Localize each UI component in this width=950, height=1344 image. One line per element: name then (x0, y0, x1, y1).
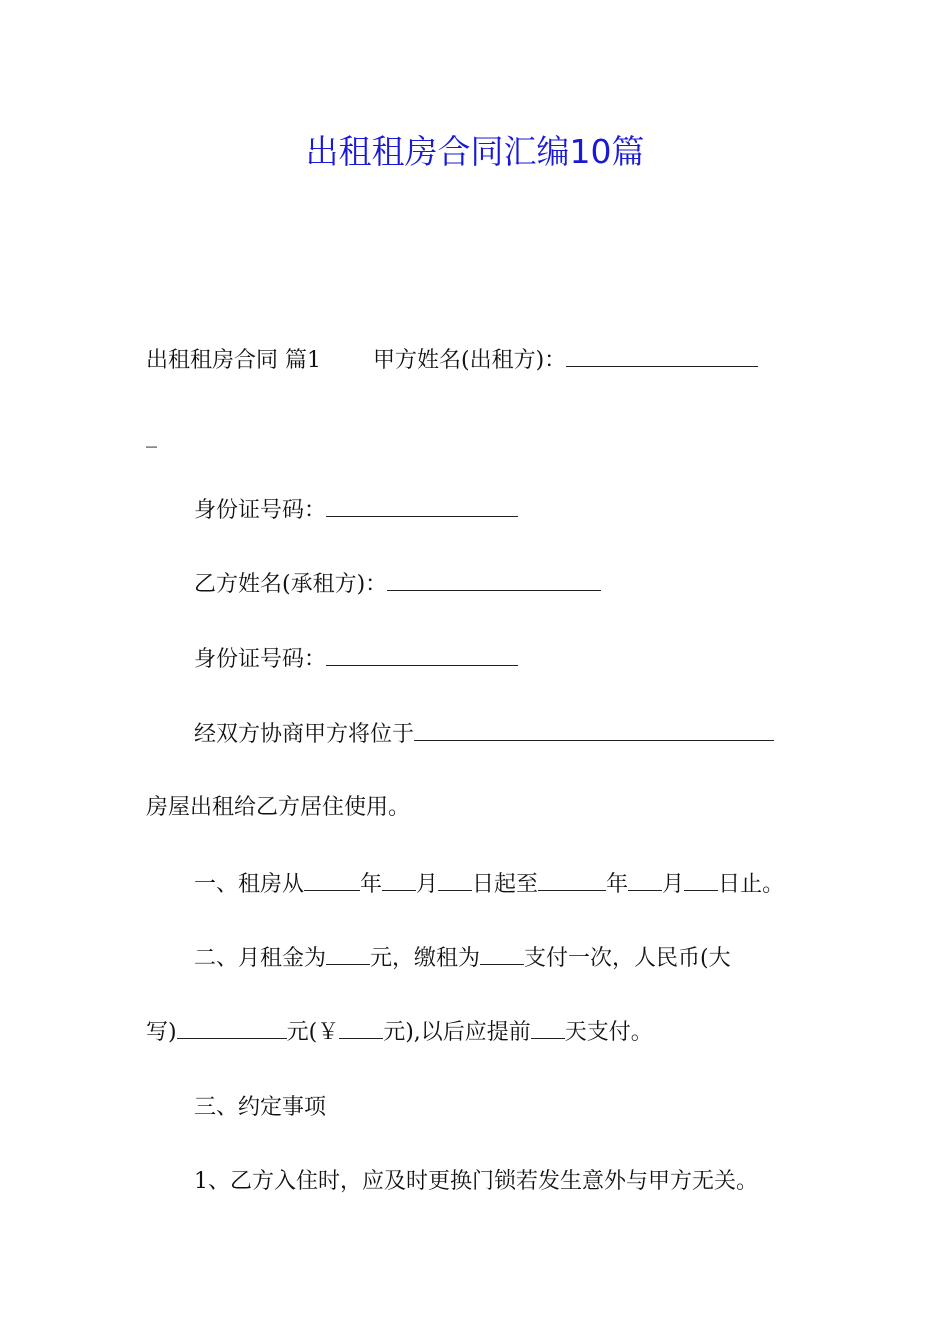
term-to-label: 日起至 (472, 872, 539, 897)
continuation-line (146, 420, 157, 452)
party-b-id-label: 身份证号码： (194, 647, 327, 672)
use-line (146, 792, 410, 824)
end-year-blank[interactable] (538, 868, 606, 891)
party-b-name-blank[interactable] (387, 568, 601, 591)
yuan-label: 元(￥ (286, 1020, 340, 1045)
location-label: 经双方协商甲方将位于 (194, 722, 415, 747)
start-month-blank[interactable] (382, 868, 416, 891)
year-label: 年 (360, 872, 383, 897)
party-a-name-blank[interactable] (566, 344, 758, 367)
use-text: 房屋出租给乙方居住使用。 (146, 795, 411, 820)
location-line (194, 718, 774, 751)
terms-heading: 三、约定事项 (194, 1095, 327, 1120)
term-item-1-line (194, 1166, 758, 1198)
contract-heading: 出租租房合同 篇1 (146, 348, 321, 373)
contract-heading-line (146, 344, 758, 377)
days-pay-label: 天支付。 (564, 1020, 653, 1045)
term-from-label: 一、租房从 (194, 872, 305, 897)
party-b-id-blank[interactable] (326, 643, 518, 666)
end-month-blank[interactable] (628, 868, 662, 891)
advance-days-blank[interactable] (531, 1016, 565, 1039)
payment-cycle-blank[interactable] (480, 942, 524, 965)
party-b-id-line (194, 643, 518, 676)
start-year-blank[interactable] (304, 868, 360, 891)
party-a-id-line (194, 494, 518, 527)
term-end-label: 日止。 (718, 872, 785, 897)
term-item-1: 1、乙方入住时，应及时更换门锁若发生意外与甲方无关。 (194, 1169, 758, 1194)
end-day-blank[interactable] (684, 868, 718, 891)
start-day-blank[interactable] (438, 868, 472, 891)
party-a-id-label: 身份证号码： (194, 498, 327, 523)
payment-cycle-label: 元，缴租为 (370, 946, 481, 971)
party-b-line (194, 568, 601, 601)
monthly-rent-blank[interactable] (326, 942, 370, 965)
party-b-label: 乙方姓名(承租方)： (194, 572, 388, 597)
uppercase-label: 写) (146, 1020, 177, 1045)
term-line (194, 868, 784, 901)
year-label: 年 (606, 872, 629, 897)
advance-label: 元),以后应提前 (383, 1020, 531, 1045)
party-a-label: 甲方姓名(出租方)： (373, 348, 567, 373)
rmb-uppercase-label: 支付一次，人民币(大 (524, 946, 731, 971)
rent-line (194, 942, 731, 975)
document-title: 出租租房合同汇编10篇 (305, 132, 645, 171)
rent-amount-line (146, 1016, 653, 1049)
party-a-id-blank[interactable] (326, 494, 518, 517)
location-blank[interactable] (414, 718, 774, 741)
month-label: 月 (416, 872, 439, 897)
month-label: 月 (662, 872, 685, 897)
continuation-underscore: _ (146, 423, 157, 448)
terms-heading-line (194, 1092, 326, 1124)
uppercase-amount-blank[interactable] (177, 1016, 287, 1039)
numeric-amount-blank[interactable] (339, 1016, 383, 1039)
monthly-rent-label: 二、月租金为 (194, 946, 327, 971)
